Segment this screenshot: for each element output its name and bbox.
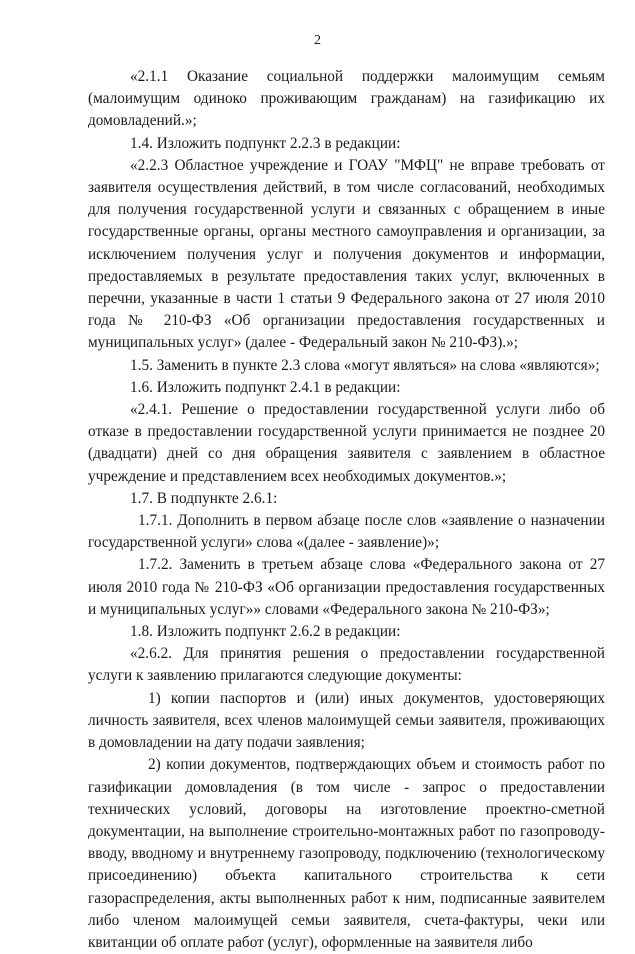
paragraph-2-1-1: «2.1.1 Оказание социальной поддержки малоимущим семьям (малоимущим одиноко проживающим гражданам) на газификацию их домовладений.»;	[88, 68, 605, 130]
paragraph-1-5: 1.5. Заменить в пункте 2.3 слова «могут являться» на слова «являются»;	[130, 356, 600, 374]
paragraph-1-6: 1.6. Изложить подпункт 2.4.1 в редакции:	[130, 378, 401, 396]
paragraph-2-6-2: «2.6.2. Для принятия решения о предоставлении государственной услуги к заявлению прилагаются следующие документы:	[88, 645, 605, 685]
paragraph-1-8: 1.8. Изложить подпункт 2.6.2 в редакции:	[130, 623, 401, 641]
list-item-2: 2) копии документов, подтверждающих объем и стоимость работ по газификации домовладения (в том числе - запрос о предоставлении технических условий, договоры на изготовление проектно-сметной документации, на выполнение строительно-монтажных работ по газопроводу-вводу, вводному и внутреннему газопроводу, подключению (технологическому присоединению) объекта капитального строительства к сети газораспределения, акты выполненных работ к ним, подписанные заявителем либо членом малоимущей семьи заявителя, счета-фактуры, чеки или квитанции об оплате работ (услуг), оформленные на заявителя либо	[88, 756, 605, 951]
paragraph-2-2-3: «2.2.3 Областное учреждение и ГОАУ "МФЦ" не вправе требовать от заявителя осуществления действий, в том числе согласований, необходимых для получения государственной услуги и связанных с обращением в иные государственные органы, органы местного самоуправления и организации, за исключением получения услуг и получения документов и информации, предоставляемых в результате предоставления таких услуг, включенных в перечни, указанные в части 1 статьи 9 Федерального закона от 27 июля 2010 года № 210-ФЗ «Об организации предоставления государственных и муниципальных услуг» (далее - Федеральный закон № 210-ФЗ).»;	[88, 156, 605, 352]
paragraph-2-4-1: «2.4.1. Решение о предоставлении государственной услуги либо об отказе в предоставлении государственной услуги принимается не позднее 20 (двадцати) дней со дня обращения заявителя с заявлением в областное учреждение и представлением всех необходимых документов.»;	[88, 401, 605, 485]
list-item-1: 1) копии паспортов и (или) иных документов, удостоверяющих личность заявителя, всех членов малоимущей семьи заявителя, проживающих в домовладении на дату подачи заявления;	[88, 689, 605, 752]
paragraph-1-7: 1.7. В подпункте 2.6.1:	[130, 489, 278, 507]
paragraph-1-7-2: 1.7.2. Заменить в третьем абзаце слова «Федерального закона от 27 июля 2010 года № 210-ФЗ «Об организации предоставления государственных и муниципальных услуг»» словами «Федерального закона № 210-ФЗ»;	[88, 556, 605, 618]
paragraph-1-7-1: 1.7.1. Дополнить в первом абзаце после слов «заявление о назначении государственной услуги» слова «(далее - заявление)»;	[88, 512, 605, 552]
paragraph-1-4: 1.4. Изложить подпункт 2.2.3 в редакции:	[130, 134, 401, 152]
document-body	[88, 66, 605, 954]
page-number: 2	[314, 33, 321, 48]
